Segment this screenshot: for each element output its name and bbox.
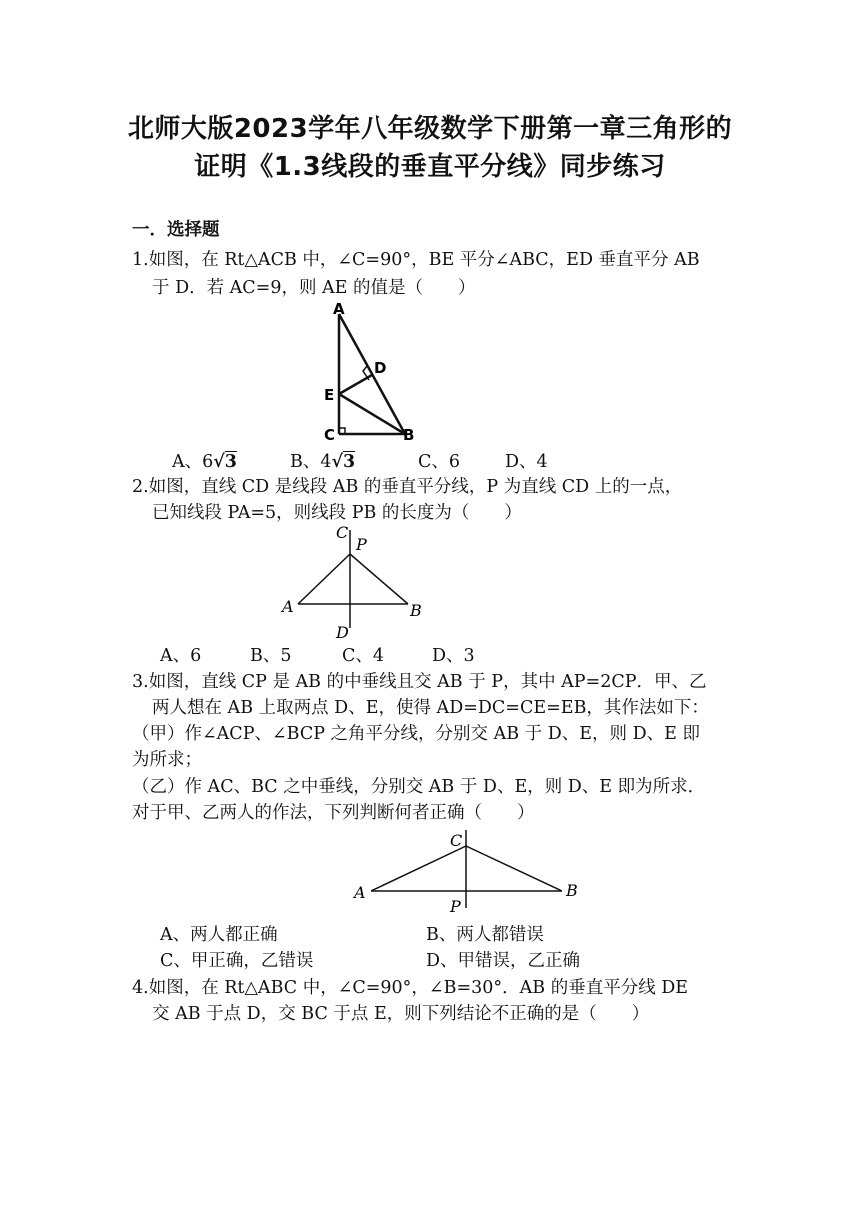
q3-figure (352, 826, 592, 926)
q1-line1: 1.如图，在 Rt△ACB 中，∠C=90°，BE 平分∠ABC，ED 垂直平分 AB (132, 250, 700, 270)
q1-option-b[interactable] (290, 448, 355, 473)
q1-option-c[interactable]: C、6 (418, 452, 461, 472)
q3-label-p: P (450, 897, 461, 916)
q3-line3: （甲）作∠ACP、∠BCP 之角平分线，分别交 AB 于 D、E，则 D、E 即 (132, 724, 700, 744)
q2-line2: 已知线段 PA=5，则线段 PB 的长度为（ ） (152, 503, 522, 523)
q2-label-p: P (356, 535, 367, 554)
sqrt-icon: √ (331, 452, 344, 472)
q1-segment-ab (339, 314, 405, 434)
q1-option-a[interactable] (172, 448, 237, 473)
q1-label-c: C (324, 426, 336, 444)
q2-label-c: C (336, 523, 349, 542)
q1-label-a: A (333, 300, 345, 318)
q1-figure (320, 300, 420, 444)
q2-segment-pa (298, 554, 350, 604)
q2-option-c[interactable]: C、4 (342, 646, 385, 666)
q3-line2: 两人想在 AB 上取两点 D、E，使得 AD=DC=CE=EB，其作法如下： (152, 698, 709, 718)
q1-option-b-radicand: 3 (343, 452, 356, 472)
q3-option-b[interactable]: B、两人都错误 (426, 925, 544, 945)
q1-option-a-radicand: 3 (224, 452, 237, 472)
q2-label-d: D (336, 623, 349, 642)
q2-line1: 2.如图，直线 CD 是线段 AB 的垂直平分线，P 为直线 CD 上的一点， (132, 477, 683, 497)
q4-line2: 交 AB 于点 D，交 BC 于点 E，则下列结论不正确的是（ ） (152, 1004, 650, 1024)
document-title-line1: 北师大版2023学年八年级数学下册第一章三角形的 (127, 114, 733, 144)
q3-label-c: C (450, 831, 463, 850)
q1-line2: 于 D．若 AC=9，则 AE 的值是（ ） (152, 278, 476, 298)
q2-option-a[interactable]: A、6 (160, 646, 202, 666)
q2-option-d[interactable]: D、3 (432, 646, 475, 666)
q3-line6: 对于甲、乙两人的作法，下列判断何者正确（ ） (132, 803, 535, 823)
sqrt-icon: √ (213, 452, 225, 472)
q3-line5: （乙）作 AC、BC 之中垂线，分别交 AB 于 D、E，则 D、E 即为所求． (132, 777, 706, 797)
section-heading: 一．选择题 (132, 220, 220, 240)
q3-option-a[interactable]: A、两人都正确 (160, 925, 278, 945)
q2-segment-pb (350, 554, 408, 604)
q2-label-a: A (282, 597, 294, 616)
q2-label-b: B (410, 601, 422, 620)
q1-option-b-text: B、4 (290, 452, 332, 472)
q1-label-d: D (374, 359, 387, 377)
q2-figure (280, 520, 430, 640)
q2-option-b[interactable]: B、5 (250, 646, 292, 666)
q3-option-c[interactable]: C、甲正确，乙错误 (160, 951, 314, 971)
q1-label-e: E (324, 386, 335, 404)
q1-option-d[interactable]: D、4 (505, 452, 548, 472)
q3-segment-cb (466, 846, 562, 891)
q4-line1: 4.如图，在 Rt△ABC 中，∠C=90°，∠B=30°．AB 的垂直平分线 DE (132, 978, 689, 998)
q3-option-d[interactable]: D、甲错误，乙正确 (426, 951, 581, 971)
q3-line1: 3.如图，直线 CP 是 AB 的中垂线且交 AB 于 P，其中 AP=2CP．甲、乙 (132, 672, 707, 692)
q3-line4: 为所求； (132, 750, 202, 770)
q1-option-a-text: A、6 (172, 452, 214, 472)
q3-segment-ca (371, 846, 466, 891)
document-title-line2: 证明《1.3线段的垂直平分线》同步练习 (194, 152, 666, 182)
q3-label-b: B (566, 881, 578, 900)
q1-label-b: B (403, 426, 415, 444)
q3-label-a: A (354, 883, 366, 902)
